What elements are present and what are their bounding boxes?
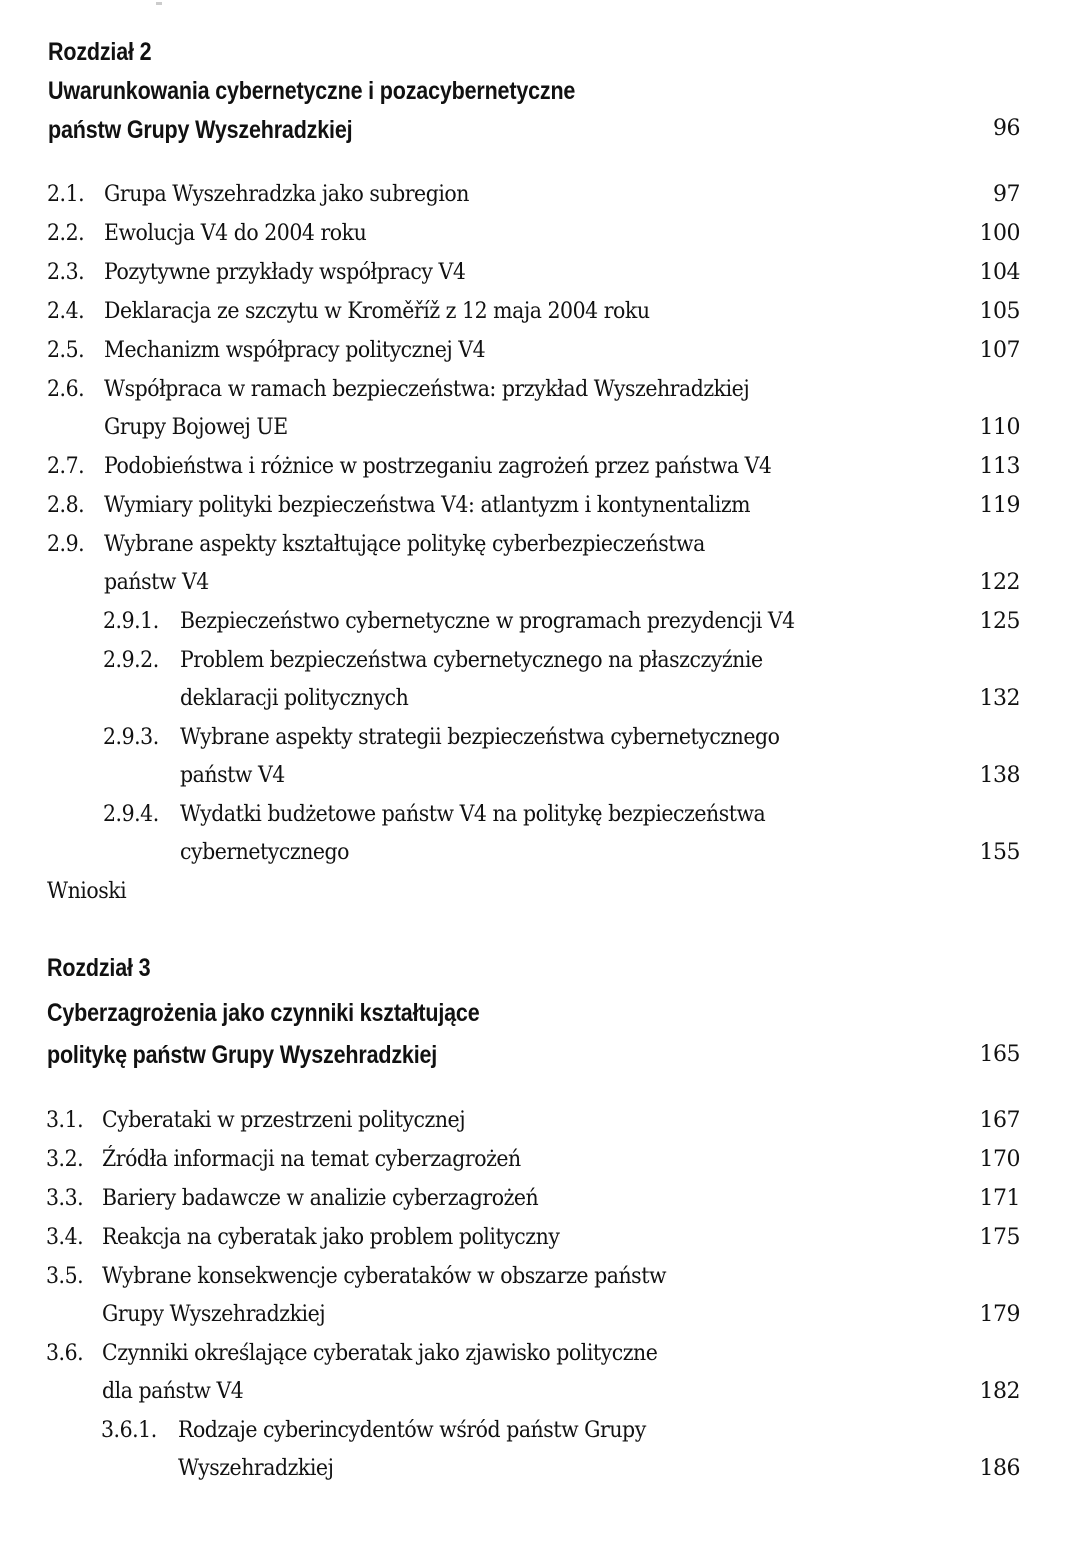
toc-entry-page: 105 xyxy=(979,299,1020,324)
toc-subentry-title-cont: państw V4 xyxy=(180,763,285,788)
toc-entry-title: Wybrane aspekty kształtujące politykę cyberbezpieczeństwa xyxy=(104,532,705,557)
toc-entry-page: 104 xyxy=(979,260,1020,285)
toc-entry-number: 3.6. xyxy=(46,1341,84,1366)
toc-entry-title: Ewolucja V4 do 2004 roku xyxy=(104,221,367,246)
toc-entry-number: 2.7. xyxy=(47,454,85,479)
toc-entry-title: Podobieństwa i różnice w postrzeganiu zagrożeń przez państwa V4 xyxy=(104,454,772,479)
toc-entry-number: 2.5. xyxy=(47,338,85,363)
toc-entry-number: 2.2. xyxy=(47,221,85,246)
toc-subentry-title: Bezpieczeństwo cybernetyczne w programach prezydencji V4 xyxy=(180,609,795,634)
toc-entry-title: Wybrane konsekwencje cyberataków w obszarze państw xyxy=(102,1264,667,1289)
toc-entry-page: 122 xyxy=(979,570,1020,595)
toc-subentry-title-cont: cybernetycznego xyxy=(180,840,350,865)
chapter-page-number: 165 xyxy=(979,1042,1020,1067)
toc-subentry-page: 155 xyxy=(979,840,1020,865)
chapter-title-line2: państw Grupy Wyszehradzkiej xyxy=(48,116,353,144)
toc-entry-page: 182 xyxy=(979,1379,1020,1404)
toc-entry-title: Współpraca w ramach bezpieczeństwa: przykład Wyszehradzkiej xyxy=(104,377,750,402)
toc-subentry-number: 2.9.4. xyxy=(103,802,159,827)
toc-subentry-title-cont: deklaracji politycznych xyxy=(180,686,409,711)
toc-entry-number: 3.1. xyxy=(46,1108,84,1133)
toc-entry-page: 107 xyxy=(979,338,1020,363)
toc-entry-number: 2.1. xyxy=(47,182,85,207)
chapter-title-line2: politykę państw Grupy Wyszehradzkiej xyxy=(47,1041,438,1069)
scan-speck xyxy=(156,2,162,5)
toc-entry-number: 2.3. xyxy=(47,260,85,285)
toc-subentry-title: Wydatki budżetowe państw V4 na politykę bezpieczeństwa xyxy=(180,802,766,827)
toc-subentry-title-cont: Wyszehradzkiej xyxy=(178,1456,334,1481)
toc-entry-page: 171 xyxy=(979,1186,1020,1211)
toc-entry-page: 113 xyxy=(979,454,1020,479)
toc-entry-page: 119 xyxy=(979,493,1020,518)
toc-entry-title: Deklaracja ze szczytu w Kroměříž z 12 maja 2004 roku xyxy=(104,299,650,324)
toc-subentry-number: 2.9.1. xyxy=(103,609,159,634)
chapter-label: Rozdział 2 xyxy=(48,38,152,66)
toc-entry-number: 2.4. xyxy=(47,299,85,324)
toc-subentry-number: 2.9.3. xyxy=(103,725,159,750)
toc-entry-title: Czynniki określające cyberatak jako zjawisko polityczne xyxy=(102,1341,658,1366)
toc-entry-title: Grupa Wyszehradzka jako subregion xyxy=(104,182,469,207)
toc-entry-title: Reakcja na cyberatak jako problem polityczny xyxy=(102,1225,560,1250)
toc-subentry-page: 132 xyxy=(979,686,1020,711)
toc-subentry-title: Problem bezpieczeństwa cybernetycznego na płaszczyźnie xyxy=(180,648,763,673)
chapter-title-line1: Uwarunkowania cybernetyczne i pozacybernetyczne xyxy=(48,77,576,105)
toc-entry-title: Mechanizm współpracy politycznej V4 xyxy=(104,338,486,363)
toc-entry-page: 167 xyxy=(979,1108,1020,1133)
toc-entry-title: Bariery badawcze w analizie cyberzagrożeń xyxy=(102,1186,539,1211)
toc-entry-number: 2.9. xyxy=(47,532,85,557)
toc-entry-page: 97 xyxy=(993,182,1020,207)
toc-entry-title: Cyberataki w przestrzeni politycznej xyxy=(102,1108,466,1133)
chapter-label: Rozdział 3 xyxy=(47,954,151,982)
toc-entry-page: 179 xyxy=(979,1302,1020,1327)
toc-entry-title: Źródła informacji na temat cyberzagrożeń xyxy=(102,1147,521,1172)
toc-entry-title-cont: państw V4 xyxy=(104,570,209,595)
toc-subentry-number: 3.6.1. xyxy=(101,1418,157,1443)
toc-entry-number: 3.5. xyxy=(46,1264,84,1289)
toc-subentry-title: Rodzaje cyberincydentów wśród państw Grupy xyxy=(178,1418,646,1443)
toc-entry-title-cont: dla państw V4 xyxy=(102,1379,244,1404)
toc-entry-number: 3.3. xyxy=(46,1186,84,1211)
toc-entry-title: Pozytywne przykłady współpracy V4 xyxy=(104,260,466,285)
toc-entry-number: 3.2. xyxy=(46,1147,84,1172)
toc-entry-title: Wymiary polityki bezpieczeństwa V4: atlantyzm i kontynentalizm xyxy=(104,493,751,518)
toc-entry-page: 100 xyxy=(979,221,1020,246)
toc-entry-page: 175 xyxy=(979,1225,1020,1250)
conclusions-entry: Wnioski xyxy=(47,879,127,904)
toc-subentry-page: 125 xyxy=(979,609,1020,634)
chapter-page-number: 96 xyxy=(993,116,1020,141)
toc-entry-number: 2.6. xyxy=(47,377,85,402)
toc-entry-number: 2.8. xyxy=(47,493,85,518)
toc-subentry-page: 186 xyxy=(979,1456,1020,1481)
toc-entry-number: 3.4. xyxy=(46,1225,84,1250)
toc-subentry-number: 2.9.2. xyxy=(103,648,159,673)
toc-entry-title-cont: Grupy Wyszehradzkiej xyxy=(102,1302,326,1327)
toc-entry-title-cont: Grupy Bojowej UE xyxy=(104,415,288,440)
toc-entry-page: 170 xyxy=(979,1147,1020,1172)
toc-entry-page: 110 xyxy=(979,415,1020,440)
chapter-title-line1: Cyberzagrożenia jako czynniki kształtujące xyxy=(47,999,480,1027)
toc-subentry-title: Wybrane aspekty strategii bezpieczeństwa cybernetycznego xyxy=(180,725,780,750)
toc-subentry-page: 138 xyxy=(979,763,1020,788)
